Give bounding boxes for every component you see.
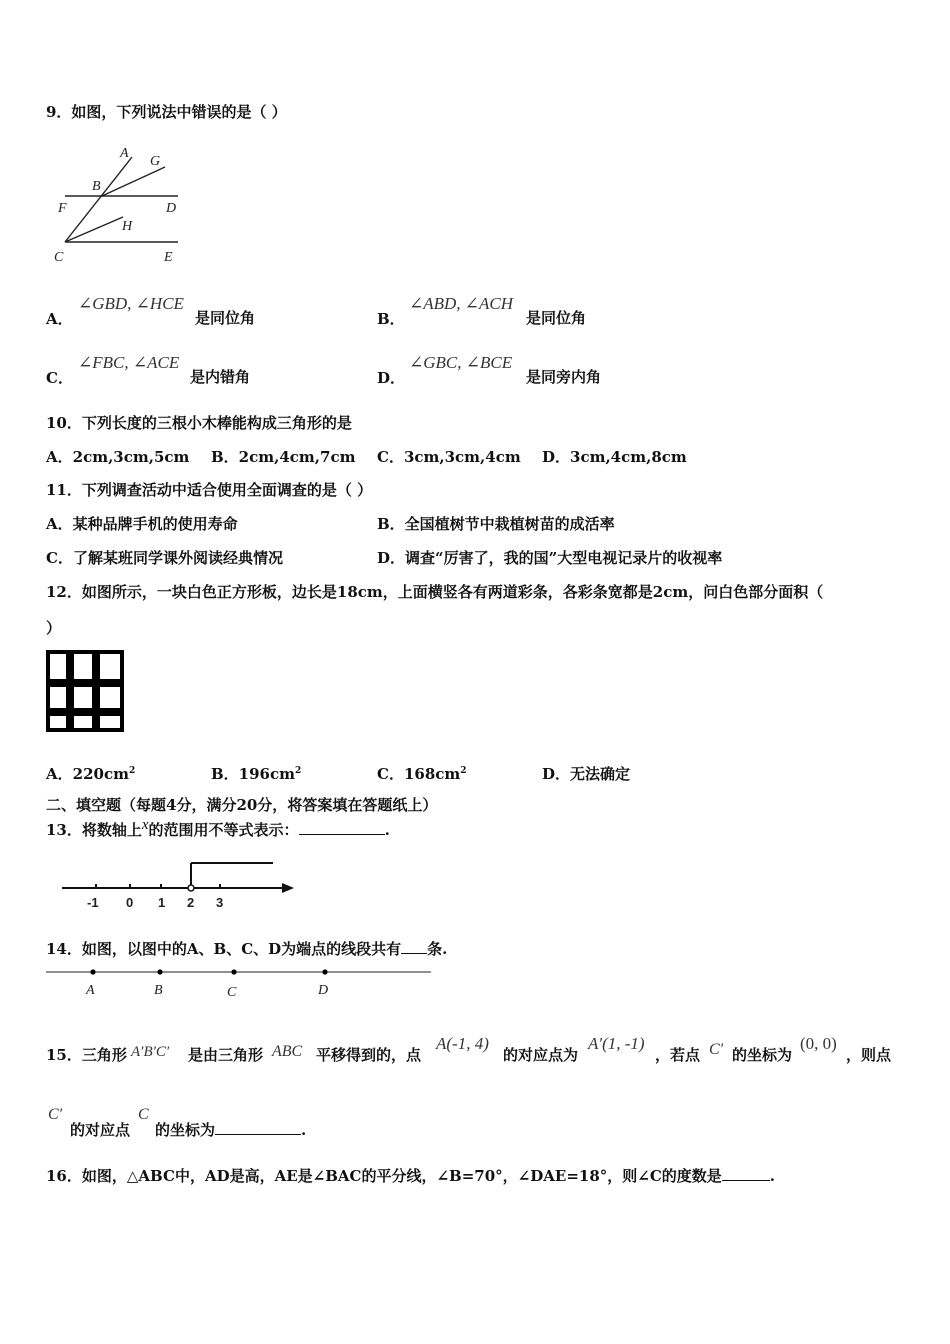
stripe-h2 [46,708,124,716]
label-h: H [122,219,133,234]
q10-stem: 10．下列长度的三根小木棒能构成三角形的是 [46,414,352,432]
q9-option-d-math: ∠GBC, ∠BCE [409,353,513,372]
q15-part1: 15．三角形 [46,1046,127,1064]
tick-label-2: 2 [187,895,195,910]
line-ch [65,217,123,242]
q15-math-origin: (0, 0) [800,1034,837,1053]
q9-option-a-text: 是同位角 [195,309,256,327]
label-c: C [54,250,64,265]
point-label-b: B [154,983,163,998]
q10-option-c: C．3cm,3cm,4cm [377,448,521,466]
q9-option-d-text: 是同旁内角 [526,368,602,386]
q9-stem: 9．如图，下列说法中错误的是（ ） [46,103,287,121]
q9-option-a-letter: A． [46,310,73,328]
q15-part7: ，则点 [846,1046,892,1064]
q12-stem: 12．如图所示，一块白色正方形板，边长是18cm，上面横竖各有两道彩条，各彩条宽都是2cm，问白色部分面积（ [46,583,824,601]
point-label-d: D [318,983,329,998]
tick-label-1: 1 [158,895,166,910]
label-d: D [166,201,177,216]
q15-part4: 的对应点为 [503,1046,579,1064]
q15-answer-blank [215,1120,301,1135]
tick-label-neg1: -1 [87,895,99,910]
q12-option-c: C．$168cm^2$ [377,765,467,783]
q11-option-c: C．了解某班同学课外阅读经典情况 [46,549,283,567]
q10-option-d: D．3cm,4cm,8cm [542,448,687,466]
q9-option-c-text: 是内错角 [190,368,251,386]
label-b: B [92,179,101,194]
section-2-heading: 二、填空题（每题4分，满分20分，将答案填在答题纸上） [46,796,438,814]
q15-math-abc: ABC [272,1043,303,1060]
q13-stem: 13．将数轴上x的范围用不等式表示： . [46,817,390,839]
q11-option-b: B．全国植树节中栽植树苗的成活率 [377,515,615,533]
q12-option-d: D．无法确定 [542,765,631,783]
q11-option-a: A．某种品牌手机的使用寿命 [46,515,238,533]
q14-answer-blank [401,939,427,954]
q9-option-b-math: ∠ABD, ∠ACH [409,294,514,313]
point-label-c: C [227,985,237,1000]
q9-option-b-letter: B． [377,310,405,328]
q11-stem: 11．下列调查活动中适合使用全面调查的是（ ） [46,481,373,499]
q9-option-b-text: 是同位角 [526,309,587,327]
q15-part2: 是由三角形 [188,1046,264,1064]
q15-math-c1: C′ [709,1041,724,1058]
point-label-a: A [86,983,95,998]
q16-answer-blank [722,1166,770,1181]
q12-figure [46,650,124,732]
tick-label-3: 3 [216,895,224,910]
line-bg [102,167,165,196]
q13-answer-blank [299,820,385,835]
q14-figure [46,962,436,1002]
q13-number-line [58,860,298,912]
q15-math-a-point: A(-1, 4) [436,1034,489,1053]
q9-option-c-math: ∠FBC, ∠ACE [78,353,180,372]
stripe-h1 [46,679,124,687]
q9-figure [50,145,190,270]
stripe-v2 [92,650,100,732]
q15-math-c1-second: C′ [48,1106,63,1123]
q15-math-c: C [138,1106,149,1123]
q12-option-b: B．$196cm^2$ [211,765,302,783]
q12-stem-end: ） [46,619,62,637]
q15-part8: 的对应点 [70,1121,131,1139]
tick-label-0: 0 [126,895,134,910]
label-f: F [58,201,67,216]
q12-option-a: A．$220cm^2$ [46,765,136,783]
q15-math-a1b1c1: A′B′C′ [131,1044,170,1060]
q15-part3: 平移得到的，点 [316,1046,422,1064]
q9-option-c-letter: C． [46,369,73,387]
q14-stem: 14．如图，以图中的A、B、C、D为端点的线段共有 条. [46,940,448,958]
label-g: G [150,154,161,169]
q11-option-d: D．调查“厉害了，我的国”大型电视记录片的收视率 [377,549,723,567]
q16-stem: 16．如图，△ABC中，AD是高，AE是∠BAC的平分线，∠B=70°，∠DAE=18°，则∠C的度数是 . [46,1167,776,1185]
q13-var: x [141,817,149,833]
label-a: A [120,146,129,161]
q10-option-a: A．2cm,3cm,5cm [46,448,190,466]
stripe-v1 [66,650,74,732]
q15-part6: 的坐标为 [732,1046,793,1064]
q10-option-b: B．2cm,4cm,7cm [211,448,356,466]
q9-option-d-letter: D． [377,369,406,387]
q9-option-a-math: ∠GBD, ∠HCE [78,294,184,313]
label-e: E [164,250,173,265]
q15-part5: ，若点 [655,1046,701,1064]
q15-part9: 的坐标为 . [155,1121,307,1139]
q15-math-a1-point: A′(1, -1) [588,1034,645,1053]
